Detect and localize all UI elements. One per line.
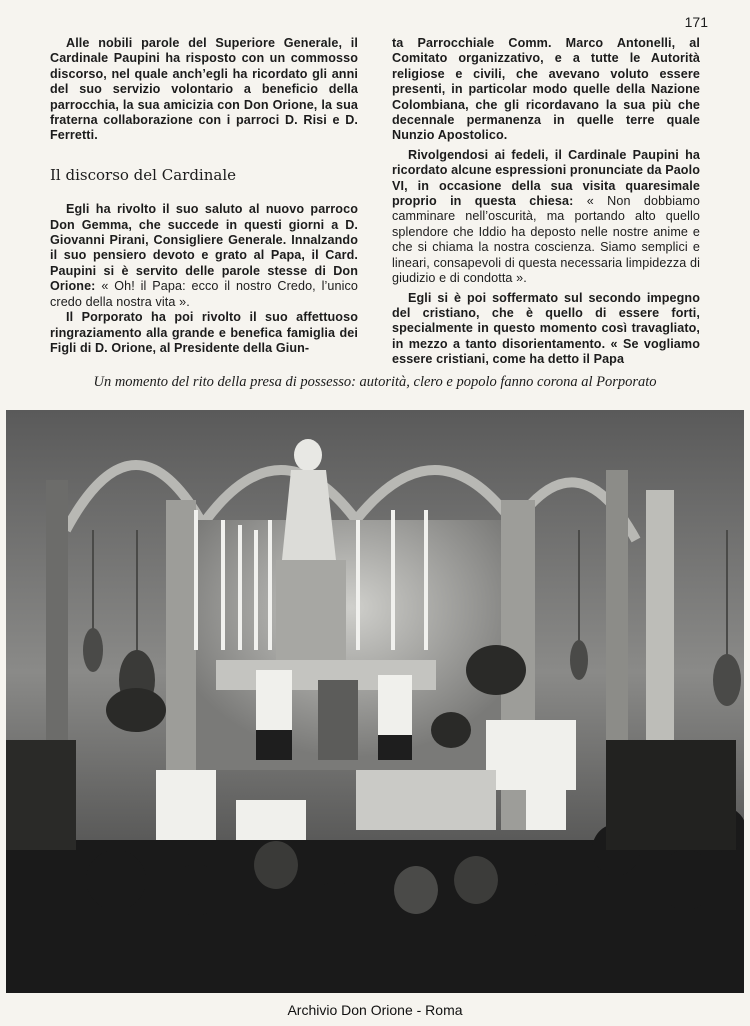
archive-footer: Archivio Don Orione - Roma [287, 1002, 463, 1018]
paragraph [50, 202, 358, 310]
paragraph: ta Parrocchiale Comm. Marco Antonelli, al Comitato organizzativo, e a tutte le Autorità religiose e civili, che avevano voluto essere presenti, in particolar modo quelle della Nazione Colombiana, che gli ricordavano la sua più che decennale permanenza in quelle terre quale Nunzio Apostolico. [392, 36, 700, 143]
page-number: 171 [684, 14, 708, 30]
quote-text: « Non dobbiamo camminare nell’oscurità, ma portando alto quello splendore che Iddio ha deposto nelle nostre anime e che si chiama la nostra coscienza. Siamo semplici e lineari, consapevoli di questa necessaria limpidezza di giudizio e di condotta ». [392, 194, 700, 286]
paragraph [392, 148, 700, 287]
quote-text: « Oh! il Papa: ecco il nostro Credo, l’unico credo della nostra vita ». [50, 279, 358, 309]
paragraph: Egli si è poi soffermato sul secondo impegno del cristiano, che è quello di essere forti, specialmente in questo momento così travagliato, in mezzo a tanto disorientamento. « Se vogliamo essere cristiani, come ha detto il Papa [392, 290, 700, 367]
article-column-left [50, 36, 358, 356]
church-ceremony-photo [6, 410, 744, 993]
paragraph-text: Egli ha rivolto il suo saluto al nuovo parroco Don Gemma, che succede in questi giorni a D. Giovanni Pirani, Consigliere Generale. Innalzando il suo pensiero devoto e grato al Papa, il Card. Paupini si è servito delle parole stesse di Don Orione: [50, 202, 358, 294]
paragraph: Alle nobili parole del Superiore Generale, il Cardinale Paupini ha risposto con un commosso discorso, nel quale anch’egli ha ricordato gli anni del suo servizio volontario a beneficio della parrocchia, la sua amicizia con Don Orione, la sua fraterna collaborazione con i parroci D. Risi e D. Ferretti. [50, 36, 358, 143]
paragraph-text: Rivolgendosi ai fedeli, il Cardinale Paupini ha ricordato alcune espressioni pronunciate da Paolo VI, in occasione della sua visita quaresimale proprio in questa chiesa: [392, 147, 700, 209]
article-column-right [392, 36, 700, 368]
photo-caption: Un momento del rito della presa di possesso: autorità, clero e popolo fanno corona al Porporato [93, 374, 657, 390]
paragraph: Il Porporato ha poi rivolto il suo affettuoso ringraziamento alla grande e benefica famiglia dei Figli di D. Orione, al Presidente della Giun- [50, 310, 358, 355]
section-heading: Il discorso del Cardinale [50, 165, 236, 184]
